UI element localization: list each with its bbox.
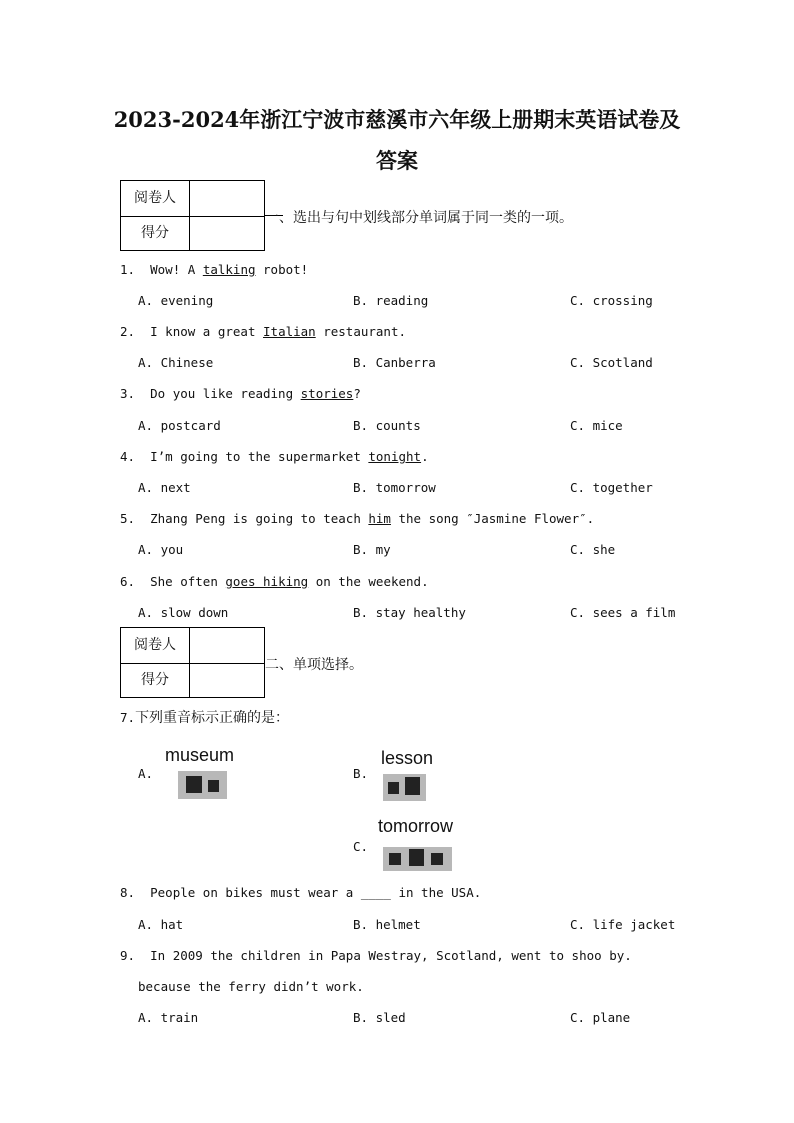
section-2-title: 二、单项选择。 xyxy=(265,657,363,673)
q7-option-a-label: A. xyxy=(138,766,154,781)
score-label: 得分 xyxy=(121,216,190,251)
q3-option-a: A. postcard xyxy=(138,418,221,433)
score-row-score xyxy=(121,663,264,698)
underlined-word: stories xyxy=(300,386,354,401)
underlined-word: talking xyxy=(202,262,256,277)
reviewer-label: 阅卷人 xyxy=(121,628,190,663)
q3-option-b: B. counts xyxy=(353,418,421,433)
q7-option-c-label: C. xyxy=(353,839,369,854)
question-7: 7.下列重音标示正确的是： xyxy=(120,710,290,726)
score-row-reviewer xyxy=(121,181,264,217)
q7-option-b-label: B. xyxy=(353,766,369,781)
q2-option-a: A. Chinese xyxy=(138,355,214,370)
q1-option-a: A. evening xyxy=(138,293,214,308)
q6-option-b: B. stay healthy xyxy=(353,605,466,620)
q1-option-b: B. reading xyxy=(353,293,429,308)
question-3: 3. Do you like reading stories? xyxy=(120,386,361,401)
q5-option-b: B. my xyxy=(353,542,391,557)
q5-option-a: A. you xyxy=(138,542,184,557)
q4-option-c: C. together xyxy=(570,480,653,495)
q9-option-b: B. sled xyxy=(353,1010,406,1025)
q5-option-c: C. she xyxy=(570,542,616,557)
q2-option-c: C. Scotland xyxy=(570,355,653,370)
score-label: 得分 xyxy=(121,663,190,698)
score-table xyxy=(120,627,265,698)
question-1: 1. Wow! A talking robot! xyxy=(120,262,309,277)
score-row-reviewer xyxy=(121,628,264,664)
question-9: 9. In 2009 the children in Papa Westray, Scotland, went to shoo by. xyxy=(120,948,632,963)
underlined-word: Italian xyxy=(263,324,316,339)
stress-pattern-icon xyxy=(383,847,452,871)
section-1-title: 一、选出与句中划线部分单词属于同一类的一项。 xyxy=(265,210,573,226)
stress-pattern-icon xyxy=(383,774,426,801)
page-title: 2023-2024年浙江宁波市慈溪市六年级上册期末英语试卷及 xyxy=(113,107,681,132)
q7-option-c-word: tomorrow xyxy=(378,816,454,836)
q3-option-c: C. mice xyxy=(570,418,623,433)
q6-option-a: A. slow down xyxy=(138,605,229,620)
underlined-word: tonight xyxy=(368,449,422,464)
question-4: 4. I’m going to the supermarket tonight. xyxy=(120,449,429,464)
q7-option-a-word: museum xyxy=(165,745,235,765)
underlined-word: goes hiking xyxy=(225,574,309,589)
q9-option-a: A. train xyxy=(138,1010,199,1025)
underlined-word: him xyxy=(368,511,391,526)
question-5: 5. Zhang Peng is going to teach him the song ″Jasmine Flower″. xyxy=(120,511,595,526)
q4-option-b: B. tomorrow xyxy=(353,480,436,495)
q8-option-a: A. hat xyxy=(138,917,184,932)
page-title-continued: 答案 xyxy=(376,148,418,173)
q7-option-b-word: lesson xyxy=(381,748,434,768)
question-9-continued: because the ferry didn’t work. xyxy=(138,979,364,994)
reviewer-label: 阅卷人 xyxy=(121,181,190,216)
q1-option-c: C. crossing xyxy=(570,293,653,308)
question-6: 6. She often goes hiking on the weekend. xyxy=(120,574,429,589)
question-8: 8. People on bikes must wear a ____ in the USA. xyxy=(120,885,482,900)
q4-option-a: A. next xyxy=(138,480,191,495)
q9-option-c: C. plane xyxy=(570,1010,631,1025)
q8-option-c: C. life jacket xyxy=(570,917,676,932)
q6-option-c: C. sees a film xyxy=(570,605,676,620)
score-table xyxy=(120,180,265,251)
stress-pattern-icon xyxy=(178,771,227,799)
question-2: 2. I know a great Italian restaurant. xyxy=(120,324,407,339)
score-row-score xyxy=(121,216,264,251)
q2-option-b: B. Canberra xyxy=(353,355,436,370)
q8-option-b: B. helmet xyxy=(353,917,421,932)
